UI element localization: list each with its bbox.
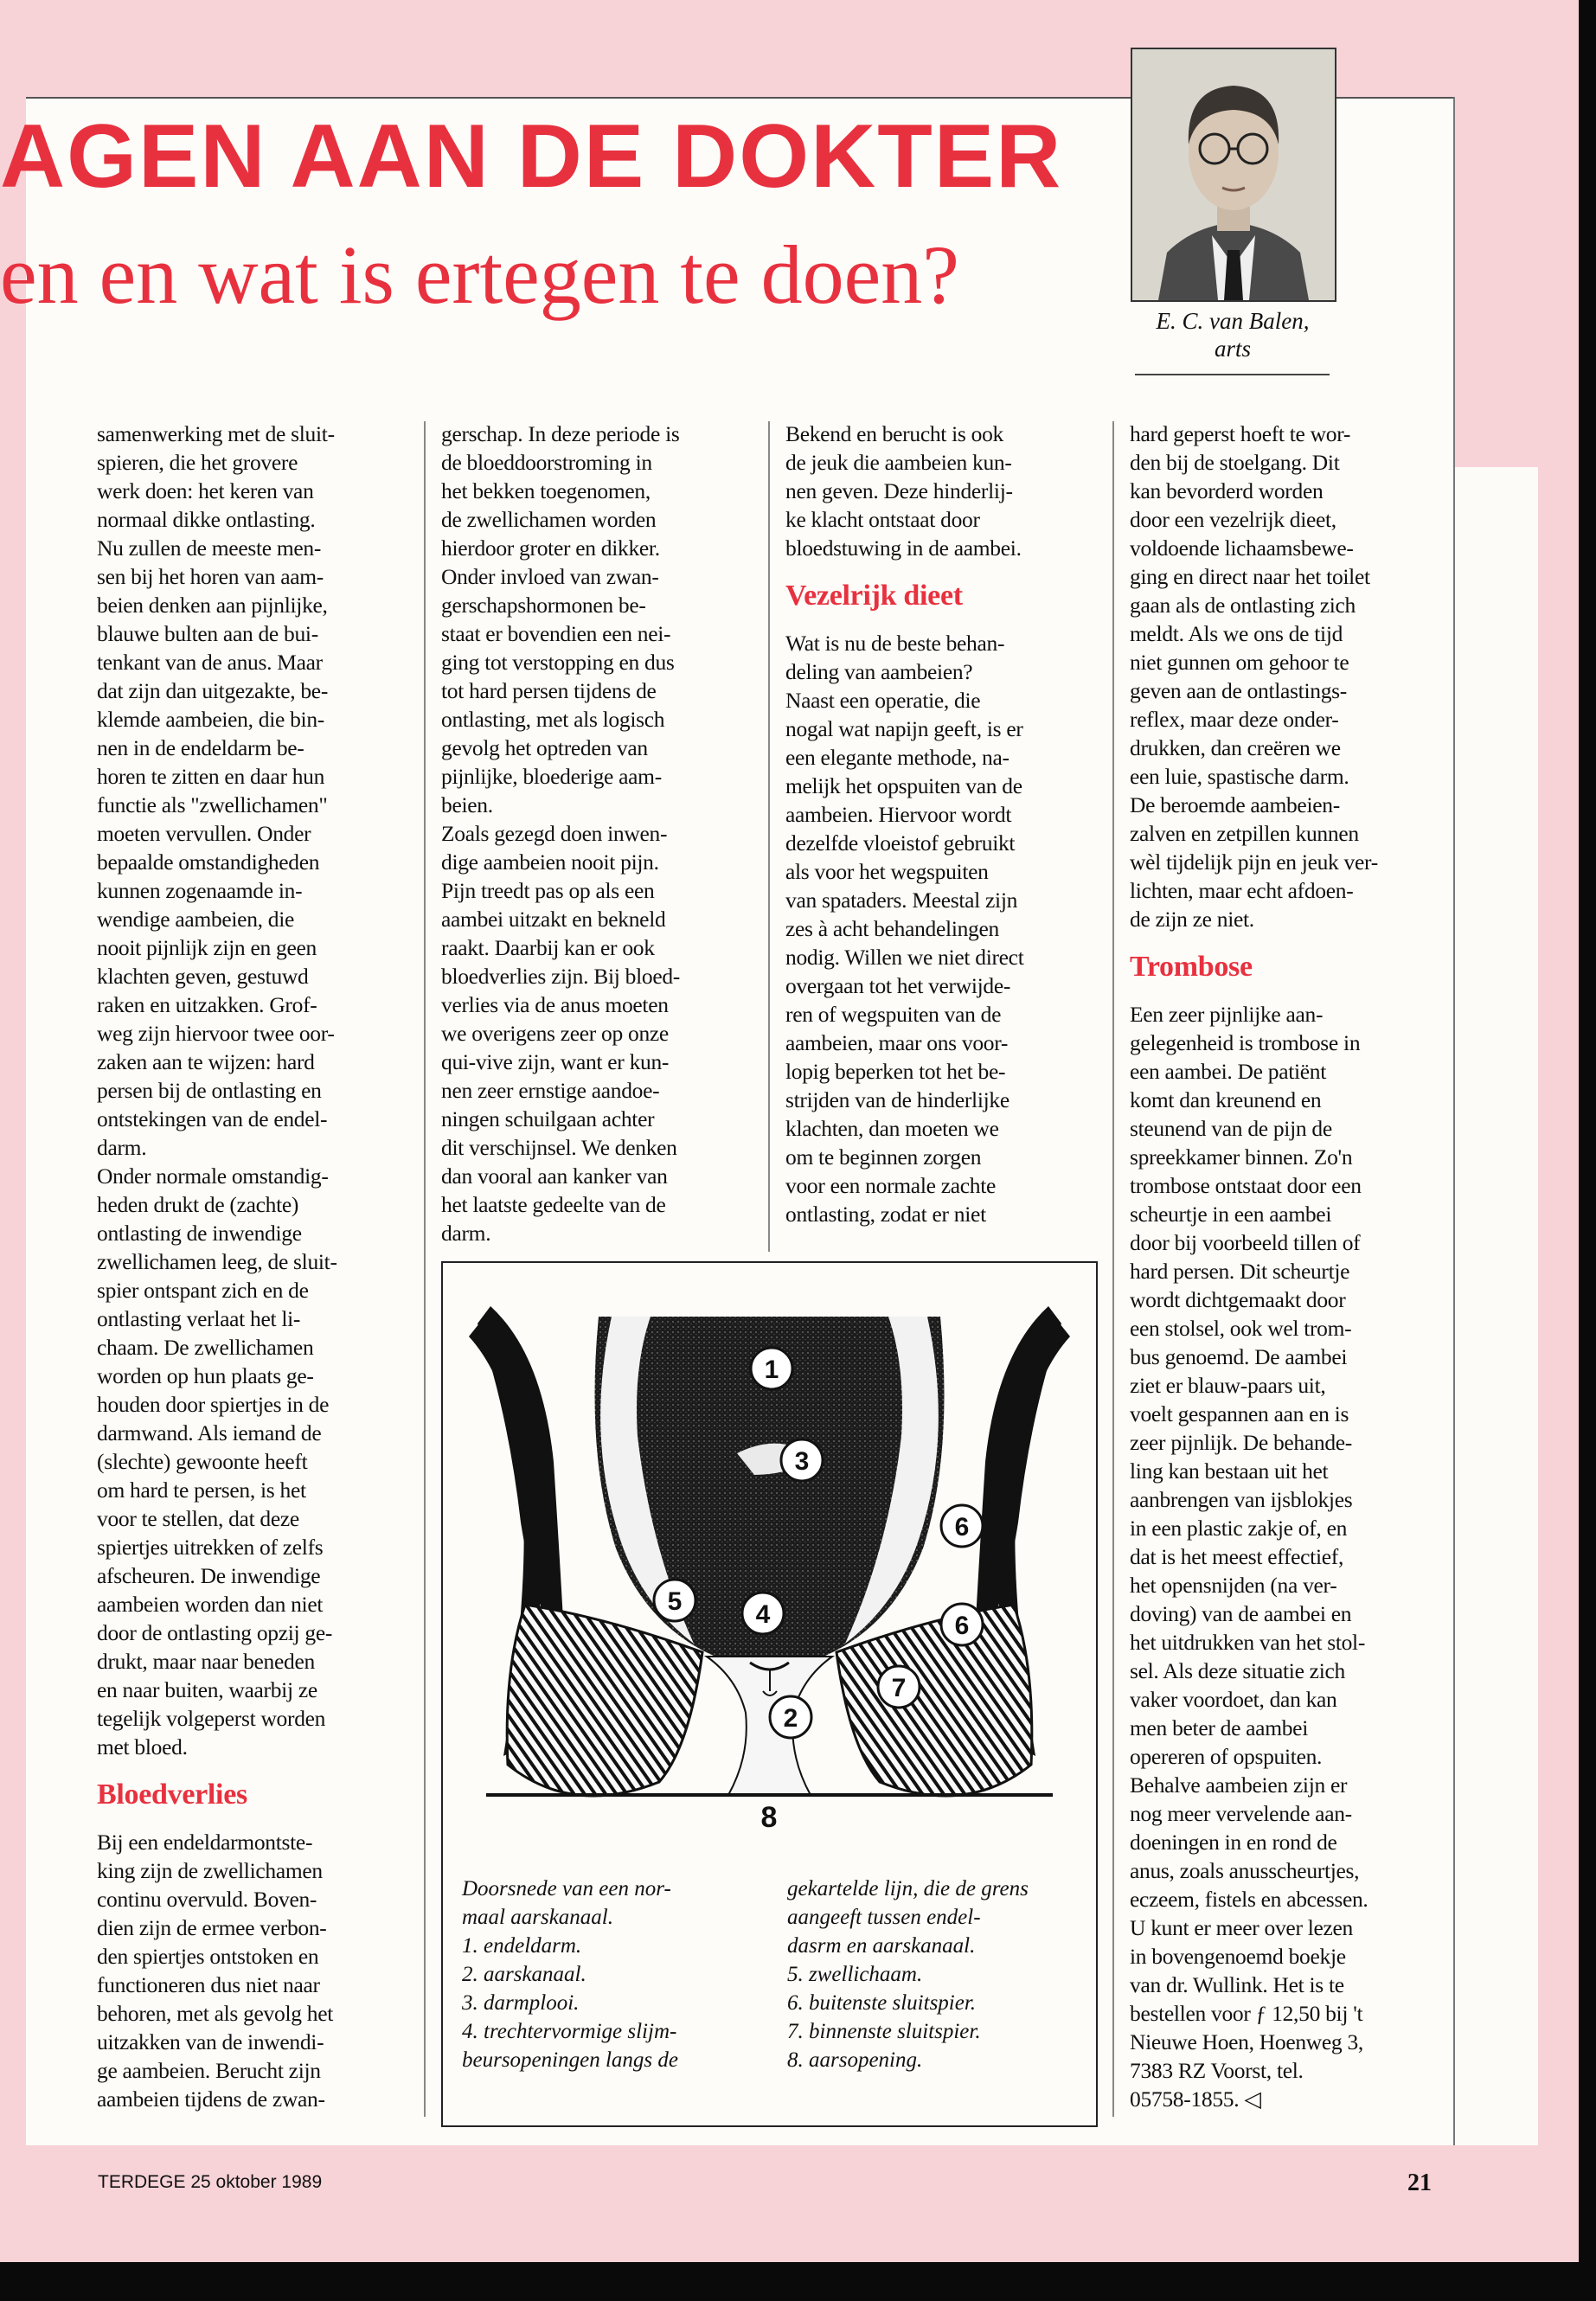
anatomy-figure [441,1261,1098,2127]
text-column-2 [441,420,757,1247]
author-caption [1125,307,1341,362]
text-column-3 [785,420,1097,1228]
paragraph: Wat is nu de beste behan- deling van aambeien? Naast een operatie, die nogal wat napijn geeft, is er een elegante methode, na- melijk het opspuiten van de aambeien. Hiervoor wordt dezelfde vloeistof gebruikt als voor het wegspuiten van spataders. Meestal zijn zes à acht behandelingen nodig. Willen we niet direct overgaan tot het verwijde- ren of wegspuiten van de aambeien, maar ons voor- lopig beperken tot het be- strijden van de hinderlijke klachten, dan moeten we om te beginnen zorgen voor een normale zachte ontlasting, zodat er niet [785,631,1024,1227]
diagram-label: 1 [764,1356,779,1384]
figure-caption-right: gekartelde lijn, die de grens aangeeft tussen endel- dasrm en aarskanaal. 5. zwellichaam. 6. buitenste sluitspier. 7. binnenste sluitspier. 8. aarsopening. [787,1877,1029,2072]
diagram-label: 5 [667,1587,683,1616]
diagram-label: 2 [783,1704,798,1733]
subheadline: en en wat is ertegen te doen? [0,228,959,321]
text-column-1 [97,420,408,2113]
text-column-4 [1130,420,1445,2113]
paragraph: hard geperst hoeft te wor- den bij de stoelgang. Dit kan bevorderd worden door een vezelrijk dieet, voldoende lichaamsbewe- ging en direct naar het toilet gaan als de ontlasting zich meldt. Als we ons de tijd niet gunnen om gehoor te geven aan de ontlastings- reflex, maar deze onder- drukken, dan creëren we een luie, spastische darm. De beroemde aambeien- zalven en zetpillen kunnen wèl tijdelijk pijn en jeuk ver- lichten, maar echt afdoen- de zijn ze niet. [1130,421,1378,932]
left-margin [0,0,26,2262]
publication-footer: TERDEGE 25 oktober 1989 [98,2172,323,2192]
diagram-label: 6 [954,1612,970,1640]
diagram-label: 7 [891,1674,907,1702]
section-heading-vezelrijk-dieet: Vezelrijk dieet [785,580,963,612]
caption-rule [1135,374,1330,375]
diagram-label: 8 [760,1801,778,1834]
diagram-label: 4 [755,1600,771,1629]
figure-caption-left: Doorsnede van een nor- maal aarskanaal. 1. endeldarm. 2. aarskanaal. 3. darmplooi. 4. trechtervormige slijm- beursopeningen langs de [462,1877,678,2072]
paragraph: samenwerking met de sluit- spieren, die het grovere werk doen: het keren van normaal dikke ontlasting. Nu zullen de meeste men- sen bij het horen van aam- beien denken aan pijnlijke, blauwe bulten aan de bui- tenkant van de anus. Maar dat zijn dan uitgezakte, be- klemde aambeien, die bin- nen in de endeldarm be- horen te zitten en daar hun functie als "zwellichamen" moeten vervullen. Onder bepaalde omstandigheden kunnen zogenaamde in- wendige aambeien, die nooit pijnlijk zijn en geen klachten geven, gestuwd raken en uitzakken. Grof- weg zijn hiervoor twee oor- zaken aan te wijzen: hard persen bij de ontlasting en ontstekingen van de endel- darm. Onder normale omstandig- heden drukt de (zachte) ontlasting de inwendige zwellichamen leeg, de sluit- spier ontspant zich en de ontlasting verlaat het li- chaam. De zwellichamen worden op hun plaats ge- houden door spiertjes in de darmwand. Als iemand de (slechte) gewoonte heeft om hard te persen, is het voor te stellen, dat deze spiertjes uitrekken of zelfs afscheuren. De inwendige aambeien worden dan niet door de ontlasting opzij ge- drukt, maar naar beneden en naar buiten, waarbij ze tegelijk volgeperst worden met bloed. [97,421,337,1759]
author-name: E. C. van Balen, [1156,308,1310,334]
right-margin [1538,0,1579,2262]
column-divider [1112,421,1114,2117]
headline: AGEN AAN DE DOKTER [0,106,1063,207]
diagram-label: 3 [794,1447,810,1476]
anal-canal-diagram [443,1263,1096,1868]
sphincter-right [836,1605,1032,1796]
paragraph: gerschap. In deze periode is de bloeddoorstroming in het bekken toegenomen, de zwellichamen worden hierdoor groter en dikker. Onder invloed van zwan- gerschapshormonen be- staat er bovendien een nei- ging tot verstopping en dus tot hard persen tijdens de ontlasting, met als logisch gevolg het optreden van pijnlijke, bloederige aam- beien. Zoals gezegd doen inwen- dige aambeien nooit pijn. Pijn treedt pas op als een aambei uitzakt en bekneld raakt. Daarbij kan er ook bloedverlies zijn. Bij bloed- verlies via de anus moeten we overigens zeer op onze qui-vive zijn, want er kun- nen zeer ernstige aandoe- ningen schuilgaan achter dit verschijnsel. We denken dan vooral aan kanker van het laatste gedeelte van de darm. [441,421,680,1246]
paragraph: Bij een endeldarmontste- king zijn de zwellichamen continu overvuld. Boven- dien zijn de ermee verbon- den spiertjes ontstoken en functioneren dus niet naar behoren, met als gevolg het uitzakken van de inwendi- ge aambeien. Berucht zijn aambeien tijdens de zwan- [97,1830,334,2112]
paragraph: Een zeer pijnlijke aan- gelegenheid is trombose in een aambei. De patiënt komt dan kreunend en steunend van de pijn de spreekkamer binnen. Zo'n trombose ontstaat door een scheurtje in een aambei door bij voorbeeld tillen of hard persen. Dit scheurtje wordt dichtgemaakt door een stolsel, ook wel trom- bus genoemd. De aambei ziet er blauw-paars uit, voelt gespannen aan en is zeer pijnlijk. De behande- ling kan bestaan uit het aanbrengen van ijsblokjes in een plastic zakje of, en dat is het meest effectief, het opensnijden (na ver- doving) van de aambei en het uitdrukken van het stol- sel. Als deze situatie zich vaker voordoet, dan kan men beter de aambei opereren of opspuiten. Behalve aambeien zijn er nog meer vervelende aan- doeningen in en rond de anus, zoals anusscheurtjes, eczeem, fistels en abcessen. U kunt er meer over lezen in bovengenoemd boekje van dr. Wullink. Het is te bestellen voor ƒ 12,50 bij 't Nieuwe Hoen, Hoenweg 3, 7383 RZ Voorst, tel. 05758-1855. ◁ [1130,1002,1368,2112]
section-heading-bloedverlies: Bloedverlies [97,1779,247,1811]
column-divider [768,421,770,1252]
column-divider [424,421,426,2117]
bottom-margin [0,2145,1579,2262]
page-number: 21 [1407,2170,1432,2196]
paragraph: Bekend en berucht is ook de jeuk die aambeien kun- nen geven. Deze hinderlij- ke klacht ontstaat door bloedstuwing in de aambei. [785,421,1022,561]
author-photo [1131,48,1336,302]
sphincter-left [507,1605,702,1796]
author-role: arts [1214,336,1252,362]
diagram-label: 6 [954,1513,970,1541]
author-portrait-image [1132,49,1335,300]
section-heading-trombose: Trombose [1130,951,1253,983]
